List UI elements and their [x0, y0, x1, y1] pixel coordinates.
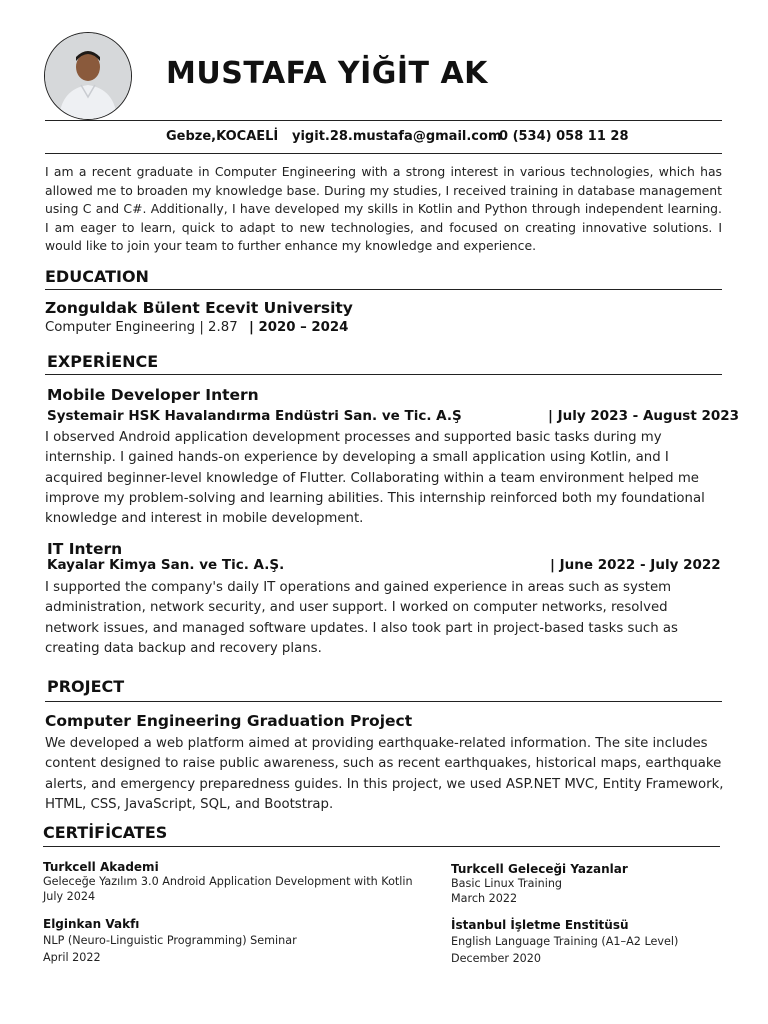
certificate-item	[43, 860, 413, 904]
job-description: I supported the company's daily IT operations and gained experience in areas such as system administration, network security, and user support. I worked on computer networks, resolved network issues, and managed software updates. I also took part in project-based tasks such as creating data backup and recovery plans.	[45, 580, 678, 656]
contact-location: Gebze,KOCAELİ	[166, 129, 279, 144]
contact-phone[interactable]: 0 (534) 058 11 28	[499, 129, 629, 144]
certificate-date: April 2022	[43, 951, 101, 964]
certificate-course: English Language Training (A1–A2 Level)	[451, 935, 679, 948]
section-heading-certificates: CERTİFİCATES	[43, 823, 168, 842]
certificate-org: Elginkan Vakfı	[43, 917, 140, 931]
section-heading-education: EDUCATION	[45, 267, 149, 286]
job-company: Systemair HSK Havalandırma Endüstri San. ve Tic. A.Ş	[47, 408, 462, 424]
divider	[45, 153, 722, 154]
education-dates: | 2020 – 2024	[249, 320, 349, 335]
certificate-item	[451, 918, 678, 966]
job-dates: | June 2022 - July 2022	[550, 557, 721, 573]
divider	[45, 701, 722, 702]
certificate-course: Basic Linux Training	[451, 877, 563, 890]
profile-summary: I am a recent graduate in Computer Engineering with a strong interest in various technologies, which has allowed me to broaden my knowledge base. During my studies, I received training in database management using C and C#. Additionally, I have developed my skills in Kotlin and Python through independent learning. I am eager to learn, quick to adapt to new technologies, and focused on creating innovative solutions. I would like to join your team to further enhance my knowledge and experience.	[45, 164, 722, 254]
certificate-date: December 2020	[451, 952, 542, 965]
person-photo-icon	[45, 33, 131, 119]
divider	[43, 846, 720, 847]
certificate-org: Turkcell Geleceği Yazanlar	[451, 862, 628, 876]
job-title: Mobile Developer Intern	[47, 386, 259, 404]
certificate-course: NLP (Neuro-Linguistic Programming) Seminar	[43, 934, 297, 947]
certificate-org: İstanbul İşletme Enstitüsü	[451, 918, 629, 932]
candidate-name: MUSTAFA YİĞİT AK	[166, 56, 488, 91]
certificate-item	[451, 862, 628, 906]
certificate-date: July 2024	[43, 890, 96, 903]
job-description: I observed Android application development processes and supported basic tasks during my internship. I gained hands-on experience by developing a small application using Kotlin, and I acquired beginner-level knowledge of Flutter. Collaborating within a team environment helped me improve my problem-solving and learning abilities. This internship reinforced both my foundational knowledge and interest in mobile development.	[45, 430, 705, 527]
job-company: Kayalar Kimya San. ve Tic. A.Ş.	[47, 557, 285, 573]
divider	[45, 289, 722, 290]
project-description: We developed a web platform aimed at providing earthquake-related information. The site includes content designed to raise public awareness, such as recent earthquakes, historical maps, earthquake alerts, and emergency preparedness guides. In this project, we used ASP.NET MVC, Entity Framework, HTML, CSS, JavaScript, SQL, and Bootstrap.	[45, 736, 724, 812]
certificate-item	[43, 917, 297, 965]
contact-email[interactable]: yigit.28.mustafa@gmail.com	[292, 129, 502, 144]
certificate-org: Turkcell Akademi	[43, 860, 159, 874]
certificate-course: Geleceğe Yazılım 3.0 Android Application Development with Kotlin	[43, 875, 413, 888]
divider	[45, 374, 722, 375]
education-school: Zonguldak Bülent Ecevit University	[45, 299, 353, 317]
job-dates: | July 2023 - August 2023	[548, 408, 740, 424]
certificate-date: March 2022	[451, 892, 518, 905]
divider	[45, 120, 722, 121]
job-title: IT Intern	[47, 540, 123, 558]
section-heading-project: PROJECT	[47, 677, 125, 696]
section-heading-experience: EXPERİENCE	[47, 352, 159, 371]
education-detail: Computer Engineering | 2.87	[45, 320, 238, 335]
project-title: Computer Engineering Graduation Project	[45, 712, 413, 730]
profile-photo	[44, 32, 132, 120]
